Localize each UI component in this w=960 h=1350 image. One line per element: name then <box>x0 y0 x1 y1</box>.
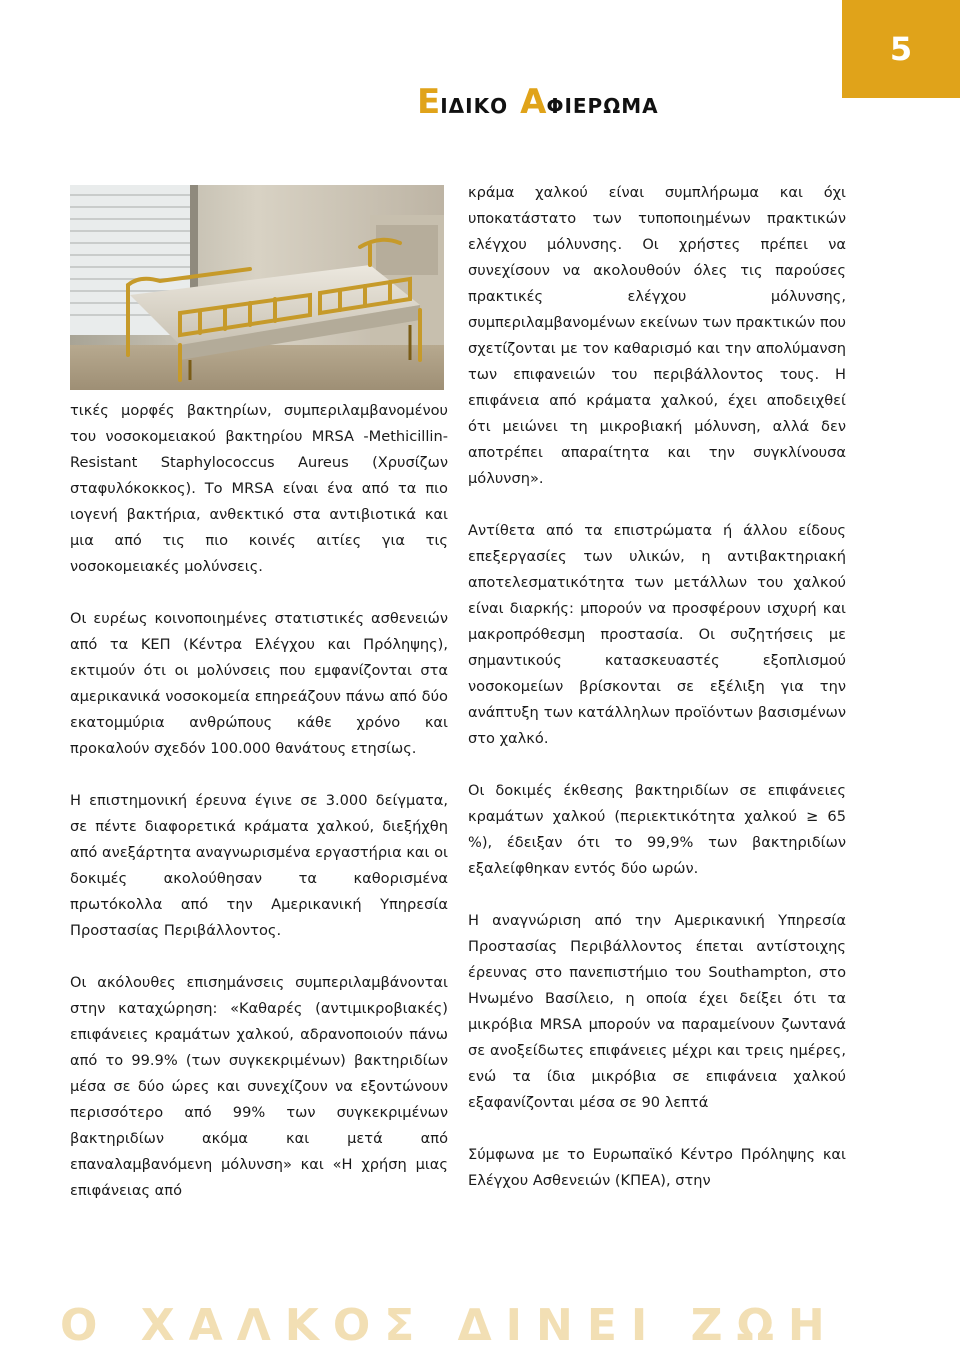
left-paragraph-1: τικές μορφές βακτηρίων, συμπεριλαμβανομένου του νοσοκομειακού βακτηρίου MRSA -Methicillin-Resistant Staphylococcus Aureus (Χρυσίζων σταφυλόκοκκος). Το MRSA είναι ένα από τα πιο ιογενή βακτήρια, ανθεκτικό στα αντιβιοτικά και μια από τις πιο κοινές αιτίες για τις νοσοκομειακές μολύνσεις. <box>70 402 448 575</box>
right-paragraph-2: Αντίθετα από τα επιστρώματα ή άλλου είδους επεξεργασίες των υλικών, η αντιβακτηριακή αποτελεσματικότητα των μετάλλων του χαλκού είναι διαρκής: μπορούν να προσφέρουν ισχυρή και μακροπρόθεσμη προστασία. Οι συζητήσεις με σημαντικούς κατασκευαστές εξοπλισμού νοσοκομείων βρίσκονται σε εξέλιξη για την ανάπτυξη των κατάλληλων προϊόντων βασισμένων στο χαλκό. <box>468 522 846 747</box>
left-paragraph-4: Οι ακόλουθες επισημάνσεις συμπεριλαμβάνονται στην καταχώρηση: «Καθαρές (αντιμικροβιακές) επιφάνειες κραμάτων χαλκού, αδρανοποιούν πάνω από το 99.9% (των συγκεκριμένων) βακτηριδίων μέσα σε δύο ώρες και συνεχίζουν να εξοντώνουν περισσότερο από 99% των συγκεκριμένων βακτηριδίων ακόμα και μετά από επαναλαμβανόμενη μόλυνση» και «Η χρήση μιας επιφάνειας από <box>70 974 448 1199</box>
section-title-cap-2: Α <box>520 82 547 122</box>
section-title-rest-1: ΙΔΙΚΟ <box>440 94 509 118</box>
left-paragraph-3: Η επιστημονική έρευνα έγινε σε 3.000 δείγματα, σε πέντε διαφορετικά κράματα χαλκού, διεξήχθη από ανεξάρτητα αναγνωρισμένα εργαστήρια και οι δοκιμές ακολούθησαν τα καθορισμένα πρωτόκολλα από την Αμερικανική Υπηρεσία Προστασίας Περιβάλλοντος. <box>70 792 448 939</box>
right-column <box>468 180 846 1194</box>
page-number-tab <box>842 0 960 98</box>
right-paragraph-4: Η αναγνώριση από την Αμερικανική Υπηρεσία Προστασίας Περιβάλλοντος έπεται αντίστοιχης έρευνας στο πανεπιστήμιο του Southampton, στο Ηνωμένο Βασίλειο, η οποία έχει δείξει ότι τα μικρόβια MRSA μπορούν να παραμείνουν ζωντανά σε ανοξείδωτες επιφάνειες μέχρι και τρεις ημέρες, ενώ τα ίδια μικρόβια σε επιφάνεια χαλκού εξαφανίζονται μέσα σε 90 λεπτά <box>468 912 846 1111</box>
section-title <box>417 82 659 122</box>
page-number: 5 <box>889 30 913 68</box>
section-title-cap-1: Ε <box>417 82 441 122</box>
footer-slogan: Ο ΧΑΛΚΟΣ ΔΙΝΕΙ ΖΩΗ <box>60 1300 839 1350</box>
left-paragraph-2: Οι ευρέως κοινοποιημένες στατιστικές ασθενειών από τα ΚΕΠ (Κέντρα Ελέγχου και Πρόληψης), εκτιμούν ότι οι μολύνσεις που εμφανίζονται στα αμερικανικά νοσοκομεία επηρεάζουν πάνω από δύο εκατομμύρια ανθρώπους κάθε χρόνο και προκαλούν σχεδόν 100.000 θανάτους ετησίως. <box>70 610 448 757</box>
right-paragraph-3: Οι δοκιμές έκθεσης βακτηριδίων σε επιφάνειες κραμάτων χαλκού (περιεκτικότητα χαλκού ≥ 65 %), έδειξαν ότι το 99,9% των βακτηριδίων εξαλείφθηκαν εντός δύο ωρών. <box>468 782 846 877</box>
left-column <box>70 398 448 1204</box>
hospital-bed-image <box>70 185 444 390</box>
right-paragraph-5: Σύμφωνα με το Ευρωπαϊκό Κέντρο Πρόληψης και Ελέγχου Ασθενειών (ΚΠΕΑ), στην <box>468 1146 846 1189</box>
right-paragraph-1: κράμα χαλκού είναι συμπλήρωμα και όχι υποκατάστατο των τυποποιημένων πρακτικών ελέγχου μόλυνσης. Οι χρήστες πρέπει να συνεχίσουν να ακολουθούν όλες τις παρούσες πρακτικές ελέγχου μόλυνσης, συμπεριλαμβανομένων εκείνων των πρακτικών που σχετίζονται με τον καθαρισμό και την απολύμανση των επιφανειών του περιβάλλοντος τους. Η επιφάνεια από κράματα χαλκού, έχει αποδειχθεί ότι μειώνει τη μικροβιακή μόλυνση, αλλά δεν αποτρέπει απαραίτητα και την συγκλίνουσα μόλυνση». <box>468 184 846 487</box>
section-title-rest-2: ΦΙΕΡΩΜΑ <box>546 94 659 118</box>
